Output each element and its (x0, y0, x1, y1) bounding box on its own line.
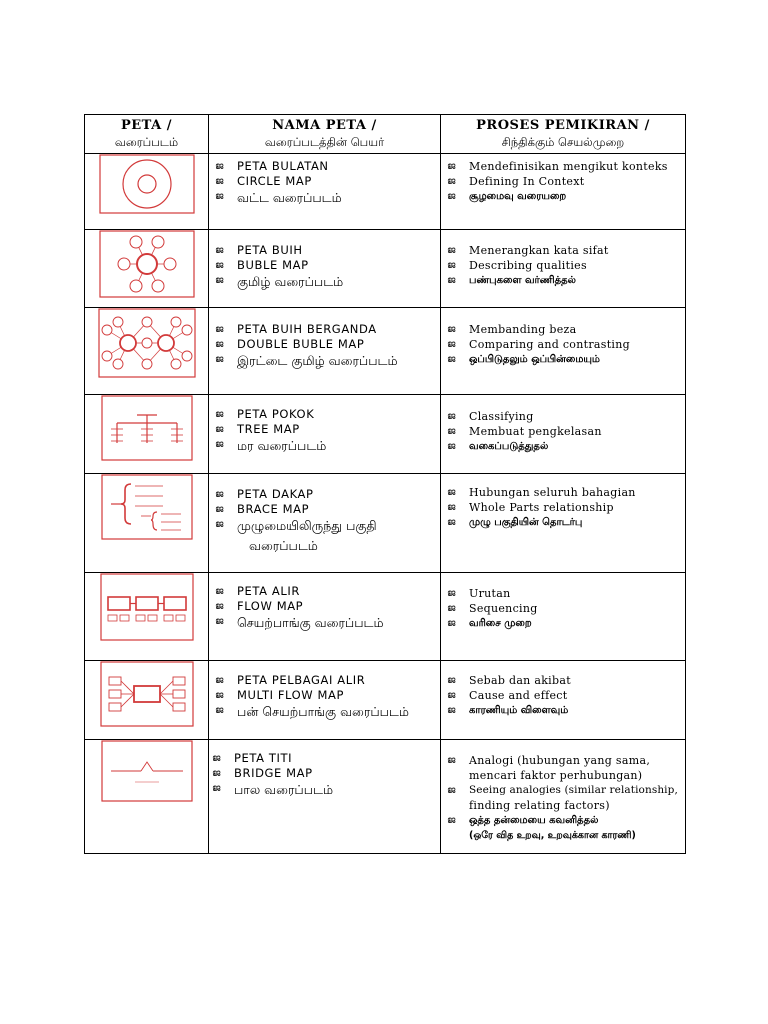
scroll-bullet-icon: ജ (215, 260, 224, 271)
scroll-bullet-icon: ജ (215, 424, 224, 435)
scroll-bullet-icon: ജ (215, 339, 224, 350)
list-item: ജ Hubungan seluruh bahagian (447, 486, 636, 499)
scroll-bullet-icon: ജ (447, 690, 456, 701)
scroll-bullet-icon: ജ (215, 601, 224, 612)
map-name-cell (209, 230, 441, 308)
scroll-bullet-icon: ജ (215, 439, 224, 450)
bubble-map-icon (99, 230, 195, 298)
list-item: ജ TREE MAP (215, 422, 300, 436)
map-illustration-cell (85, 474, 209, 573)
scroll-bullet-icon: ജ (215, 354, 224, 365)
list-item: ജ FLOW MAP (215, 599, 304, 613)
map-name-cell (209, 740, 441, 854)
list-item: ജ பன் செயற்பாங்கு வரைப்படம் (215, 704, 409, 719)
header-proses-line2: சிந்திக்கும் செயல்முறை (501, 135, 625, 149)
scroll-bullet-icon: ജ (215, 519, 224, 530)
scroll-bullet-icon: ജ (447, 426, 456, 437)
list-item: ജ Membanding beza (447, 323, 577, 336)
scroll-bullet-icon: ജ (215, 324, 224, 335)
map-name-cell (209, 573, 441, 661)
table-row (85, 395, 686, 474)
header-nama-peta (209, 115, 441, 154)
thinking-process-cell (441, 661, 686, 740)
map-illustration-cell (85, 154, 209, 230)
thinking-process-cell (441, 474, 686, 573)
scroll-bullet-icon: ജ (215, 275, 224, 286)
scroll-bullet-icon: ജ (447, 705, 456, 716)
table-row (85, 474, 686, 573)
list-item-continuation: mencari faktor perhubungan) (469, 769, 643, 782)
map-illustration-cell (85, 395, 209, 474)
scroll-bullet-icon: ജ (447, 675, 456, 686)
thinking-process-cell (441, 740, 686, 854)
list-item: ജ ஒத்த தன்மையை கவனித்தல் (447, 815, 599, 826)
scroll-bullet-icon: ജ (447, 339, 456, 350)
scroll-bullet-icon: ജ (212, 768, 221, 779)
scroll-bullet-icon: ജ (215, 586, 224, 597)
scroll-bullet-icon: ജ (447, 588, 456, 599)
map-illustration-cell (85, 661, 209, 740)
scroll-bullet-icon: ജ (447, 191, 456, 202)
thinking-maps-table (84, 114, 686, 854)
list-item: ജ Sequencing (447, 602, 538, 615)
table-row (85, 154, 686, 230)
map-name-cell (209, 154, 441, 230)
scroll-bullet-icon: ജ (447, 354, 456, 365)
flow-map-icon (100, 573, 194, 641)
list-item: ജ Seeing analogies (similar relationship, (447, 784, 678, 796)
list-item: ജ மர வரைப்படம் (215, 438, 327, 453)
tree-map-icon (101, 395, 193, 461)
scroll-bullet-icon: ജ (447, 324, 456, 335)
list-item: ജ செயற்பாங்கு வரைப்படம் (215, 615, 384, 630)
scroll-bullet-icon: ജ (215, 504, 224, 515)
scroll-bullet-icon: ജ (447, 755, 456, 766)
scroll-bullet-icon: ജ (447, 275, 456, 286)
list-item: ജ இரட்டை குமிழ் வரைப்படம் (215, 353, 398, 368)
list-item: ജ Menerangkan kata sifat (447, 244, 609, 257)
thinking-process-cell (441, 573, 686, 661)
thinking-process-cell (441, 395, 686, 474)
scroll-bullet-icon: ജ (215, 705, 224, 716)
list-item: ജ PETA ALIR (215, 584, 300, 598)
scroll-bullet-icon: ജ (447, 176, 456, 187)
list-item: ജ Describing qualities (447, 259, 587, 272)
scroll-bullet-icon: ജ (447, 502, 456, 513)
scroll-bullet-icon: ജ (215, 176, 224, 187)
list-item: ജ PETA TITI (212, 751, 293, 765)
list-item-continuation: வரைப்படம் (249, 538, 318, 553)
scroll-bullet-icon: ജ (447, 785, 456, 796)
header-proses (441, 115, 686, 154)
header-peta-line2: வரைப்படம் (114, 135, 179, 149)
header-row (85, 115, 686, 154)
list-item: ജ PETA PELBAGAI ALIR (215, 673, 366, 687)
scroll-bullet-icon: ജ (447, 815, 456, 826)
thinking-process-cell (441, 154, 686, 230)
scroll-bullet-icon: ജ (215, 161, 224, 172)
list-item: ജ வட்ட வரைப்படம் (215, 190, 342, 205)
list-item: ജ CIRCLE MAP (215, 174, 312, 188)
list-item: ജ வரிசை முறை (447, 618, 532, 629)
scroll-bullet-icon: ജ (447, 411, 456, 422)
double-bubble-map-icon (98, 308, 196, 378)
scroll-bullet-icon: ജ (447, 618, 456, 629)
map-illustration-cell (85, 308, 209, 395)
scroll-bullet-icon: ജ (215, 409, 224, 420)
thinking-process-cell (441, 230, 686, 308)
list-item: ജ குமிழ் வரைப்படம் (215, 274, 344, 289)
scroll-bullet-icon: ജ (215, 489, 224, 500)
list-item: ജ BRACE MAP (215, 502, 310, 516)
list-item: ജ Classifying (447, 410, 534, 423)
list-item: ജ Comparing and contrasting (447, 338, 630, 351)
header-peta (85, 115, 209, 154)
multi-flow-map-icon (100, 661, 194, 727)
map-name-cell (209, 308, 441, 395)
scroll-bullet-icon: ജ (212, 783, 221, 794)
list-item: ജ PETA BULATAN (215, 159, 329, 173)
list-item-continuation: (ஒரே வித உறவு, உறவுக்கான காரணி) (469, 830, 636, 841)
list-item: ജ Whole Parts relationship (447, 501, 614, 514)
list-item: ജ PETA DAKAP (215, 487, 314, 501)
map-illustration-cell (85, 230, 209, 308)
scroll-bullet-icon: ജ (447, 245, 456, 256)
scroll-bullet-icon: ജ (215, 245, 224, 256)
list-item: ജ Sebab dan akibat (447, 674, 571, 687)
list-item: ജ BUBLE MAP (215, 258, 309, 272)
thinking-process-cell (441, 308, 686, 395)
scroll-bullet-icon: ജ (215, 191, 224, 202)
list-item: ജ Defining In Context (447, 175, 585, 188)
list-item: ജ Membuat pengkelasan (447, 425, 602, 438)
table-row (85, 740, 686, 854)
list-item-continuation: finding relating factors) (469, 799, 610, 812)
list-item: ജ வகைப்படுத்துதல் (447, 441, 549, 452)
circle-map-icon (99, 154, 195, 214)
brace-map-icon (101, 474, 193, 540)
list-item: ജ Cause and effect (447, 689, 568, 702)
scroll-bullet-icon: ജ (212, 753, 221, 764)
list-item: ജ Urutan (447, 587, 511, 600)
list-item: ജ PETA BUIH BERGANDA (215, 322, 377, 336)
scroll-bullet-icon: ജ (447, 161, 456, 172)
list-item: ജ MULTI FLOW MAP (215, 688, 345, 702)
map-name-cell (209, 661, 441, 740)
list-item: ജ Analogi (hubungan yang sama, (447, 754, 651, 767)
list-item: ജ காரணியும் விளைவும் (447, 705, 569, 716)
scroll-bullet-icon: ജ (215, 616, 224, 627)
list-item: ജ பால வரைப்படம் (212, 782, 334, 797)
table-row (85, 661, 686, 740)
list-item: ജ BRIDGE MAP (212, 766, 313, 780)
list-item: ജ பண்புகளை வர்ணித்தல் (447, 275, 576, 286)
list-item: ജ PETA BUIH (215, 243, 303, 257)
map-illustration-cell (85, 740, 209, 854)
map-illustration-cell (85, 573, 209, 661)
scroll-bullet-icon: ജ (447, 260, 456, 271)
scroll-bullet-icon: ജ (215, 675, 224, 686)
scroll-bullet-icon: ജ (447, 487, 456, 498)
header-nama-line2: வரைப்படத்தின் பெயர் (264, 135, 385, 149)
bridge-map-icon (101, 740, 193, 802)
map-name-cell (209, 395, 441, 474)
scroll-bullet-icon: ജ (447, 441, 456, 452)
header-proses-line1: PROSES PEMIKIRAN / (476, 118, 650, 133)
scroll-bullet-icon: ജ (447, 603, 456, 614)
list-item: ജ சூழமைவு வரையறை (447, 191, 567, 202)
list-item: ജ முழு பகுதியின் தொடர்பு (447, 517, 583, 528)
scroll-bullet-icon: ജ (447, 517, 456, 528)
list-item: ജ PETA POKOK (215, 407, 315, 421)
list-item: ജ Mendefinisikan mengikut konteks (447, 160, 668, 173)
header-peta-line1: PETA / (120, 118, 172, 133)
list-item: ജ முழுமையிலிருந்து பகுதி (215, 518, 377, 533)
list-item: ജ DOUBLE BUBLE MAP (215, 337, 365, 351)
header-nama-line1: NAMA PETA / (272, 118, 377, 133)
list-item: ജ ஒப்பிடுதலும் ஒப்பின்மையும் (447, 354, 600, 365)
map-name-cell (209, 474, 441, 573)
table-row (85, 573, 686, 661)
table-row (85, 308, 686, 395)
scroll-bullet-icon: ജ (215, 690, 224, 701)
table-row (85, 230, 686, 308)
